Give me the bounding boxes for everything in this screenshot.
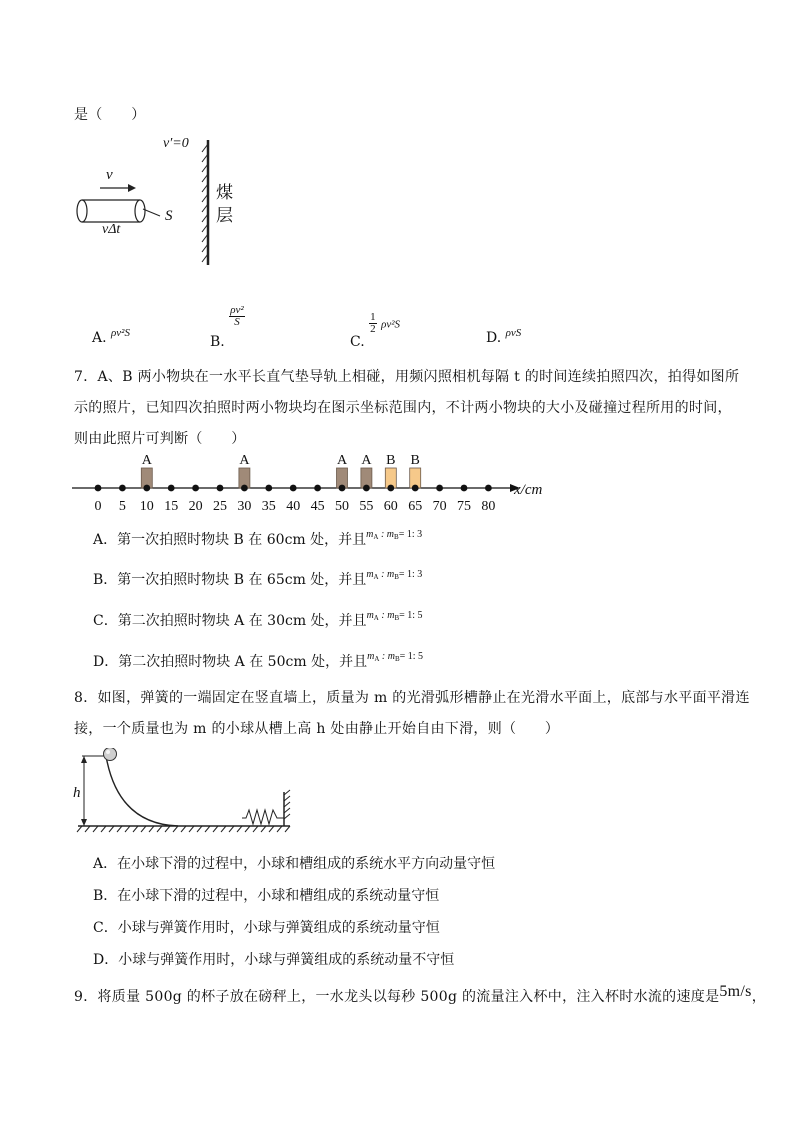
q7-block-label-0: A	[141, 453, 152, 468]
q7-block-label-5: B	[410, 453, 420, 468]
q8-stem-line-1: 8．如图，弹簧的一端固定在竖直墙上，质量为 m 的光滑弧形槽静止在光滑水平面上，底部与水平面平滑连	[74, 690, 750, 706]
q7-option-b-text: B．第一次拍照时物块 B 在 65cm 处，并且	[93, 572, 367, 588]
q7-tick-dot-55	[363, 485, 370, 492]
q6-option-b[interactable]	[210, 304, 245, 350]
q7-tick-label-30: 30	[237, 499, 252, 514]
q7-stem-line-2: 示的照片，已知四次拍照时两小物块均在图示坐标范围内，不计两小物块的大小及碰撞过程所用的时间，	[74, 400, 732, 416]
q7-tick-label-75: 75	[457, 499, 471, 514]
q6-option-c[interactable]	[350, 311, 401, 350]
q6-option-a-letter: A.	[92, 330, 107, 346]
q7-tick-dot-35	[265, 485, 272, 492]
q8-height-label: h	[73, 785, 81, 801]
q7-option-c-text: C．第二次拍照时物块 A 在 30cm 处，并且	[93, 613, 367, 629]
q7-tick-dot-0	[95, 485, 102, 492]
q7-tick-label-60: 60	[383, 499, 398, 514]
q7-tick-label-70: 70	[432, 499, 447, 514]
q8-option-d[interactable]	[93, 949, 454, 969]
q7-option-c[interactable]	[93, 610, 423, 630]
q6-area-label: S	[165, 208, 173, 224]
q6-option-c-fraction	[369, 312, 377, 335]
q6-option-d-letter: D.	[486, 330, 502, 346]
q6-option-a[interactable]	[92, 327, 130, 346]
q7-option-d-ratio: mA : mB= 1: 5	[367, 651, 424, 663]
q7-option-b-ratio: mA : mB= 1: 3	[366, 569, 423, 581]
q7-stem-line-1: 7．A、B 两小物块在一水平长直气垫导轨上相碰，用频闪照相机每隔 t 的时间连续拍照四次，拍得如图所	[74, 369, 740, 385]
q7-tick-label-40: 40	[286, 499, 301, 514]
q7-tick-dot-20	[192, 485, 199, 492]
q8-figure	[70, 748, 300, 838]
q7-tick-label-35: 35	[261, 499, 276, 514]
q9-stem-text: 9．将质量 500g 的杯子放在磅秤上，一水龙头以每秒 500g 的流量注入杯中，注入杯时水流的速度是	[74, 989, 720, 1005]
q6-option-b-den: S	[234, 316, 240, 328]
q9-stem	[74, 983, 767, 1006]
q9-tail: ，	[751, 989, 767, 1005]
q6-option-d[interactable]	[486, 327, 522, 346]
q7-tick-dot-80	[485, 485, 492, 492]
q6-option-d-expr: ρvS	[505, 327, 522, 339]
q7-axis-unit: x/cm	[514, 482, 543, 498]
q7-tick-dot-65	[412, 485, 419, 492]
q6-option-c-letter: C.	[350, 333, 365, 350]
q7-tick-label-10: 10	[139, 499, 154, 514]
q9-speed: 5m/s	[719, 983, 752, 1000]
q7-tick-dot-75	[461, 485, 468, 492]
q7-tick-dot-70	[436, 485, 443, 492]
q6-option-b-letter: B.	[210, 333, 225, 350]
q7-tick-label-0: 0	[94, 499, 102, 514]
q6-length-label: vΔt	[102, 222, 121, 237]
q7-tick-dot-50	[339, 485, 346, 492]
q7-option-d[interactable]	[93, 651, 423, 671]
q7-tick-dot-40	[290, 485, 297, 492]
q7-stem-line-3: 则由此照片可判断（ ）	[74, 431, 246, 447]
q8-option-b[interactable]: B．在小球下滑的过程中，小球和槽组成的系统动量守恒	[93, 888, 440, 904]
q6-v-final-label: v′=0	[163, 136, 189, 151]
q7-tick-label-80: 80	[481, 499, 496, 514]
q6-coal-label-2: 层	[216, 206, 233, 226]
q6-option-c-den: 2	[370, 323, 376, 335]
q7-block-label-1: A	[239, 453, 250, 468]
q7-tick-label-65: 65	[408, 499, 423, 514]
q7-tick-label-15: 15	[164, 499, 179, 514]
q7-option-d-text: D．第二次拍照时物块 A 在 50cm 处，并且	[93, 654, 368, 670]
q7-tick-label-55: 55	[359, 499, 374, 514]
q6-option-c-rest: ρv²S	[381, 318, 401, 331]
q8-option-c[interactable]: C．小球与弹簧作用时，小球与弹簧组成的系统动量守恒	[93, 920, 440, 936]
q6-v-label: v	[106, 167, 113, 183]
q7-option-a[interactable]	[93, 529, 422, 549]
q8-option-a[interactable]: A．在小球下滑的过程中，小球和槽组成的系统水平方向动量守恒	[93, 856, 496, 872]
q7-tick-label-20: 20	[188, 499, 203, 514]
q7-tick-dot-5	[119, 485, 126, 492]
q7-tick-dot-45	[314, 485, 321, 492]
q7-tick-label-50: 50	[335, 499, 349, 514]
q7-tick-dot-25	[217, 485, 224, 492]
q6-tail: 是（ ）	[74, 107, 146, 123]
q7-block-label-4: B	[386, 453, 396, 468]
q7-option-a-ratio: mA : mB= 1: 3	[366, 529, 423, 541]
q8-stem-line-2: 接，一个质量也为 m 的小球从槽上高 h 处由静止开始自由下滑，则（ ）	[74, 721, 560, 737]
q8-option-d-text: D．小球与弹簧作用时，小球与弹簧组成的系统动量不守恒	[93, 952, 455, 968]
q7-tick-label-25: 25	[213, 499, 227, 514]
q7-tick-dot-15	[168, 485, 175, 492]
q6-option-b-fraction	[229, 305, 244, 328]
q7-option-c-ratio: mA : mB= 1: 5	[366, 610, 423, 622]
q7-tick-dot-60	[387, 485, 394, 492]
q6-option-a-expr: ρv²S	[111, 327, 130, 339]
q7-tick-dot-10	[143, 485, 150, 492]
q6-option-b-num: ρv²	[230, 304, 244, 316]
q7-block-label-3: A	[361, 453, 372, 468]
q7-option-a-text: A．第一次拍照时物块 B 在 60cm 处，并且	[93, 532, 367, 548]
q7-tick-label-45: 45	[310, 499, 325, 514]
q7-tick-label-5: 5	[118, 499, 126, 514]
q6-coal-label-1: 煤	[216, 183, 233, 203]
q7-axis-figure	[70, 444, 560, 520]
q7-tick-dot-30	[241, 485, 248, 492]
q6-option-c-num: 1	[370, 311, 376, 323]
q7-option-b[interactable]	[93, 569, 422, 589]
q7-block-label-2: A	[336, 453, 348, 468]
